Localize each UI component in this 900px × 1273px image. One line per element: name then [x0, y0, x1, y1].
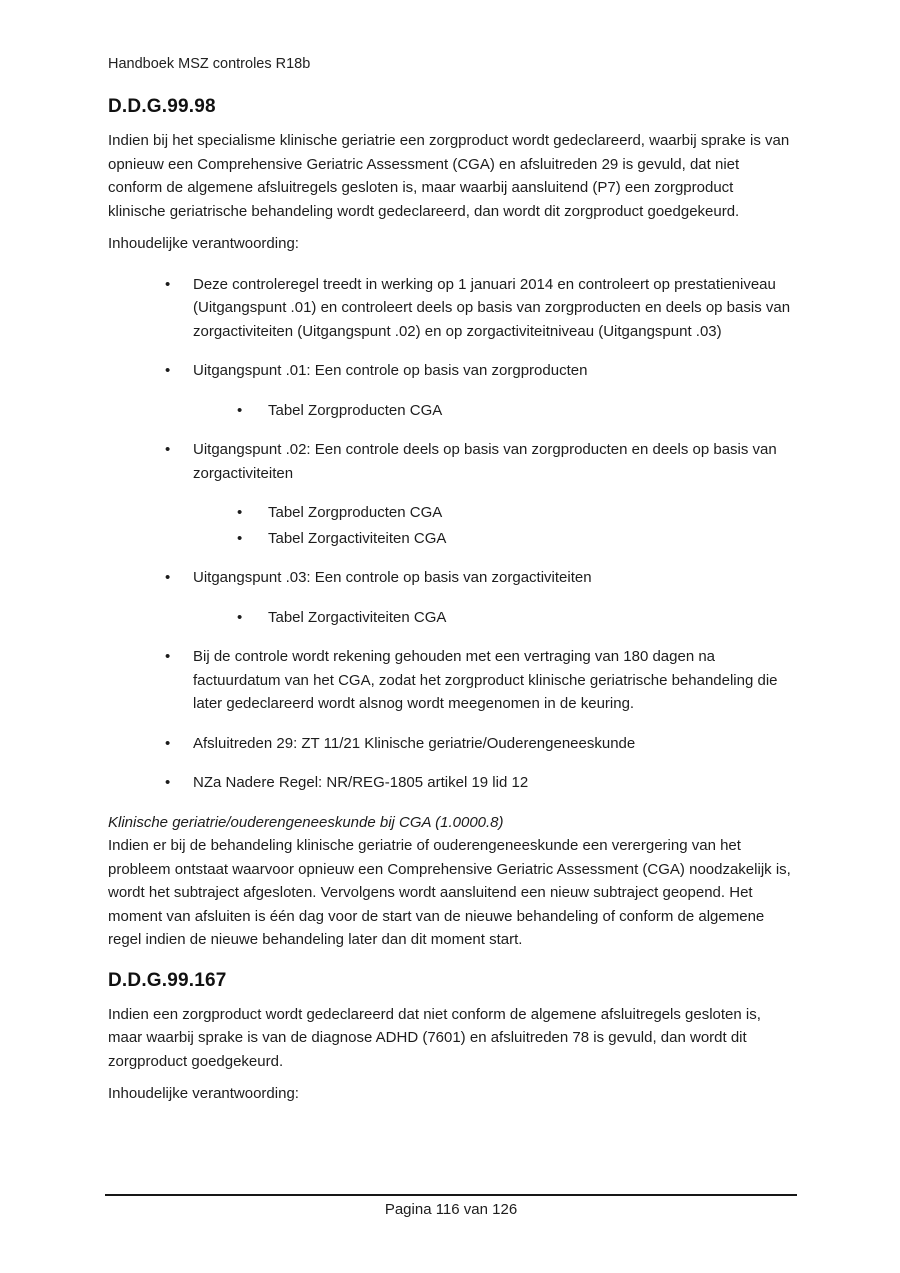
bullet-text: Afsluitreden 29: ZT 11/21 Klinische geriatrie/Ouderengeneeskunde: [193, 734, 636, 752]
bullet-item-sub: [108, 501, 792, 525]
subsection-paragraph: Indien er bij de behandeling klinische geriatrie of ouderengeneeskunde een verergering van het probleem ontstaat waarvoor opnieuw een Comprehensive Geriatric Assessment (CGA) noodzakelijk is, wordt het subtraject afgesloten. Vervolgens wordt aansluitend een nieuw subtraject geopend. Het moment van afsluiten is één dag voor de start van de nieuwe behandeling of conform de algemene regel indien de nieuwe behandeling later dan dit moment start.: [108, 837, 791, 948]
section-heading-ddg-99-98: D.D.G.99.98: [108, 96, 216, 117]
bullet-icon: [237, 501, 268, 525]
bullet-icon: [165, 771, 193, 795]
subsection-klinische-geriatrie: [108, 811, 792, 952]
section-heading-ddg-99-167: D.D.G.99.167: [108, 969, 227, 991]
bullet-text: Deze controleregel treedt in werking op 1 januari 2014 en controleert op prestatieniveau (Uitgangspunt .01) en controleert deels op basis van zorgproducten en deels op basis van zorgactiviteiten (Uitgangspunt .02) en op zorgactiviteitniveau (Uitgangspunt .03): [193, 275, 791, 340]
bullet-text: NZa Nadere Regel: NR/REG-1805 artikel 19 lid 12: [193, 774, 529, 791]
bullet-item: [108, 273, 792, 344]
verantwoording-label: Inhoudelijke verantwoording:: [108, 235, 299, 252]
bullet-item: [108, 732, 792, 756]
bullet-icon: [165, 273, 193, 344]
bullet-list: [108, 273, 792, 795]
bullet-text: Bij de controle wordt rekening gehouden met een vertraging van 180 dagen na factuurdatum van het CGA, zodat het zorgproduct klinische geriatrische behandeling die later gedeclareerd wordt alsnog wordt meegenomen in de keuring.: [193, 648, 778, 712]
bullet-icon: [165, 645, 193, 716]
section-intro-paragraph: Indien bij het specialisme klinische geriatrie een zorgproduct wordt gedeclareerd, waarbij sprake is van opnieuw een Comprehensive Geriatric Assessment (CGA) en afsluitreden 29 is gevuld, dat niet conform de algemene afsluitregels gesloten is, maar waarbij aansluitend (P7) een zorgproduct klinische geriatrische behandeling wordt gedeclareerd, dan wordt dit zorgproduct goedgekeurd.: [108, 132, 790, 220]
document-header: Handboek MSZ controles R18b: [108, 56, 311, 72]
bullet-item: [108, 566, 792, 590]
verantwoording-label: Inhoudelijke verantwoording:: [108, 1085, 299, 1102]
bullet-text: Tabel Zorgactiviteiten CGA: [268, 529, 447, 547]
bullet-icon: [165, 732, 193, 756]
page-number: Pagina 116 van 126: [384, 1201, 518, 1218]
section-intro-paragraph: Indien een zorgproduct wordt gedeclareerd dat niet conform de algemene afsluitregels gesloten is, maar waarbij sprake is van de diagnose ADHD (7601) en afsluitreden 78 is gevuld, dan wordt dit zorgproduct goedgekeurd.: [108, 1005, 761, 1070]
bullet-text: Uitgangspunt .02: Een controle deels op basis van zorgproducten en deels op basis van zorgactiviteiten: [193, 441, 777, 482]
bullet-item-sub: [108, 606, 792, 630]
bullet-item: [108, 438, 792, 485]
bullet-item: [108, 359, 792, 383]
bullet-icon: [165, 438, 193, 485]
bullet-text: Uitgangspunt .03: Een controle op basis van zorgactiviteiten: [193, 569, 592, 586]
bullet-item-sub: [108, 527, 792, 551]
bullet-item-sub: [108, 399, 792, 423]
bullet-icon: [165, 359, 193, 383]
bullet-item: [108, 645, 792, 716]
bullet-icon: [237, 399, 268, 423]
page-footer: [105, 1194, 797, 1220]
bullet-text: Tabel Zorgactiviteiten CGA: [268, 608, 447, 626]
bullet-icon: [237, 606, 268, 630]
subsection-heading: Klinische geriatrie/ouderengeneeskunde bij CGA (1.0000.8): [108, 813, 504, 831]
bullet-icon: [237, 527, 268, 551]
bullet-text: Tabel Zorgproducten CGA: [268, 504, 443, 521]
bullet-icon: [165, 566, 193, 590]
bullet-item: [108, 771, 792, 795]
bullet-text: Uitgangspunt .01: Een controle op basis van zorgproducten: [193, 362, 588, 379]
bullet-text: Tabel Zorgproducten CGA: [268, 401, 443, 419]
